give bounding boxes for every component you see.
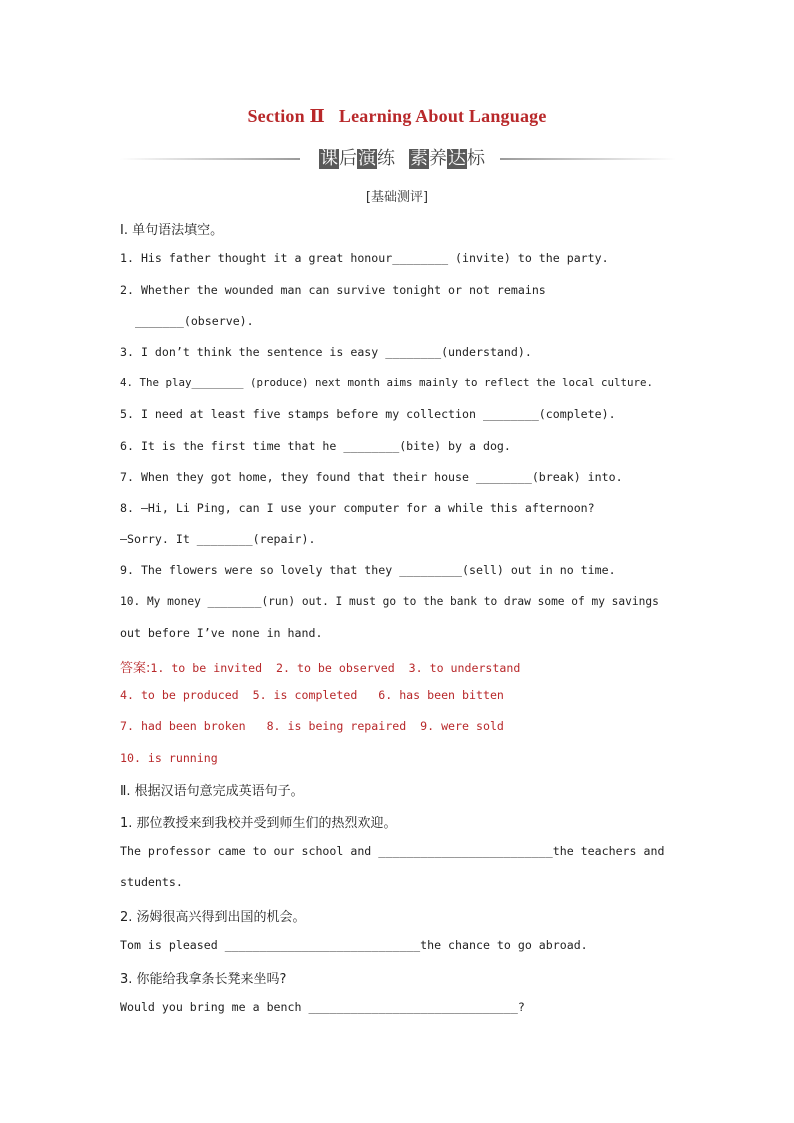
part2-heading: Ⅱ. 根据汉语句意完成英语句子。 bbox=[120, 784, 304, 799]
banner-char: 养 bbox=[429, 148, 447, 169]
answer-text: 1. to be invited 2. to be observed 3. to understand bbox=[150, 661, 521, 675]
translation-line: Tom is pleased ____________________________the chance to go abroad. bbox=[120, 938, 588, 952]
part1-heading: Ⅰ. 单句语法填空。 bbox=[120, 223, 224, 238]
banner-char: 达 bbox=[448, 148, 466, 169]
answer-line: 10. is running bbox=[120, 751, 218, 765]
chinese-prompt: 1. 那位教授来到我校并受到师生们的热烈欢迎。 bbox=[120, 816, 397, 831]
chinese-prompt: 2. 汤姆很高兴得到出国的机会。 bbox=[120, 910, 306, 925]
page-title bbox=[0, 106, 794, 127]
question-line: 4. The play________ (produce) next month aims mainly to reflect the local culture. bbox=[120, 376, 654, 389]
chinese-prompt: 3. 你能给我拿条长凳来坐吗? bbox=[120, 972, 287, 987]
question-line: 5. I need at least five stamps before my collection ________(complete). bbox=[120, 407, 616, 421]
question-line: 6. It is the first time that he ________(bite) by a dog. bbox=[120, 439, 511, 453]
question-line: —Sorry. It ________(repair). bbox=[120, 532, 316, 546]
banner-char: 练 bbox=[377, 148, 395, 169]
question-line: 3. I don’t think the sentence is easy ________(understand). bbox=[120, 345, 532, 359]
answer-line bbox=[120, 657, 520, 676]
banner-char: 标 bbox=[467, 148, 485, 169]
question-line: 10. My money ________(run) out. I must go to the bank to draw some of my savings bbox=[120, 595, 659, 608]
question-line: 1. His father thought it a great honour________ (invite) to the party. bbox=[120, 251, 609, 265]
question-line: 9. The flowers were so lovely that they _________(sell) out in no time. bbox=[120, 563, 616, 577]
translation-line: Would you bring me a bench ______________________________? bbox=[120, 1000, 525, 1014]
banner-char: 演 bbox=[358, 148, 376, 169]
answer-label: 答案: bbox=[120, 661, 151, 676]
answer-line: 7. had been broken 8. is being repaired 9. were sold bbox=[120, 719, 504, 733]
translation-line: The professor came to our school and _________________________the teachers and bbox=[120, 844, 665, 858]
banner-rule-right bbox=[500, 158, 676, 160]
section-title: Learning About Language bbox=[338, 106, 547, 126]
banner-char: 素 bbox=[410, 148, 428, 169]
banner-text bbox=[312, 146, 492, 172]
section-number: Section Ⅱ bbox=[247, 106, 325, 126]
banner-char: 课 bbox=[320, 148, 338, 169]
question-line: 8. —Hi, Li Ping, can I use your computer for a while this afternoon? bbox=[120, 501, 595, 515]
section-banner bbox=[120, 146, 676, 172]
banner-rule-left bbox=[120, 158, 300, 160]
question-line: 2. Whether the wounded man can survive tonight or not remains bbox=[120, 283, 546, 297]
question-line: 7. When they got home, they found that their house ________(break) into. bbox=[120, 470, 623, 484]
banner-char: 后 bbox=[339, 148, 357, 169]
question-line: _______(observe). bbox=[128, 314, 254, 328]
question-line: out before I’ve none in hand. bbox=[120, 626, 323, 640]
answer-line: 4. to be produced 5. is completed 6. has been bitten bbox=[120, 688, 504, 702]
translation-line: students. bbox=[120, 875, 183, 889]
subtitle: [基础测评] bbox=[365, 190, 429, 205]
